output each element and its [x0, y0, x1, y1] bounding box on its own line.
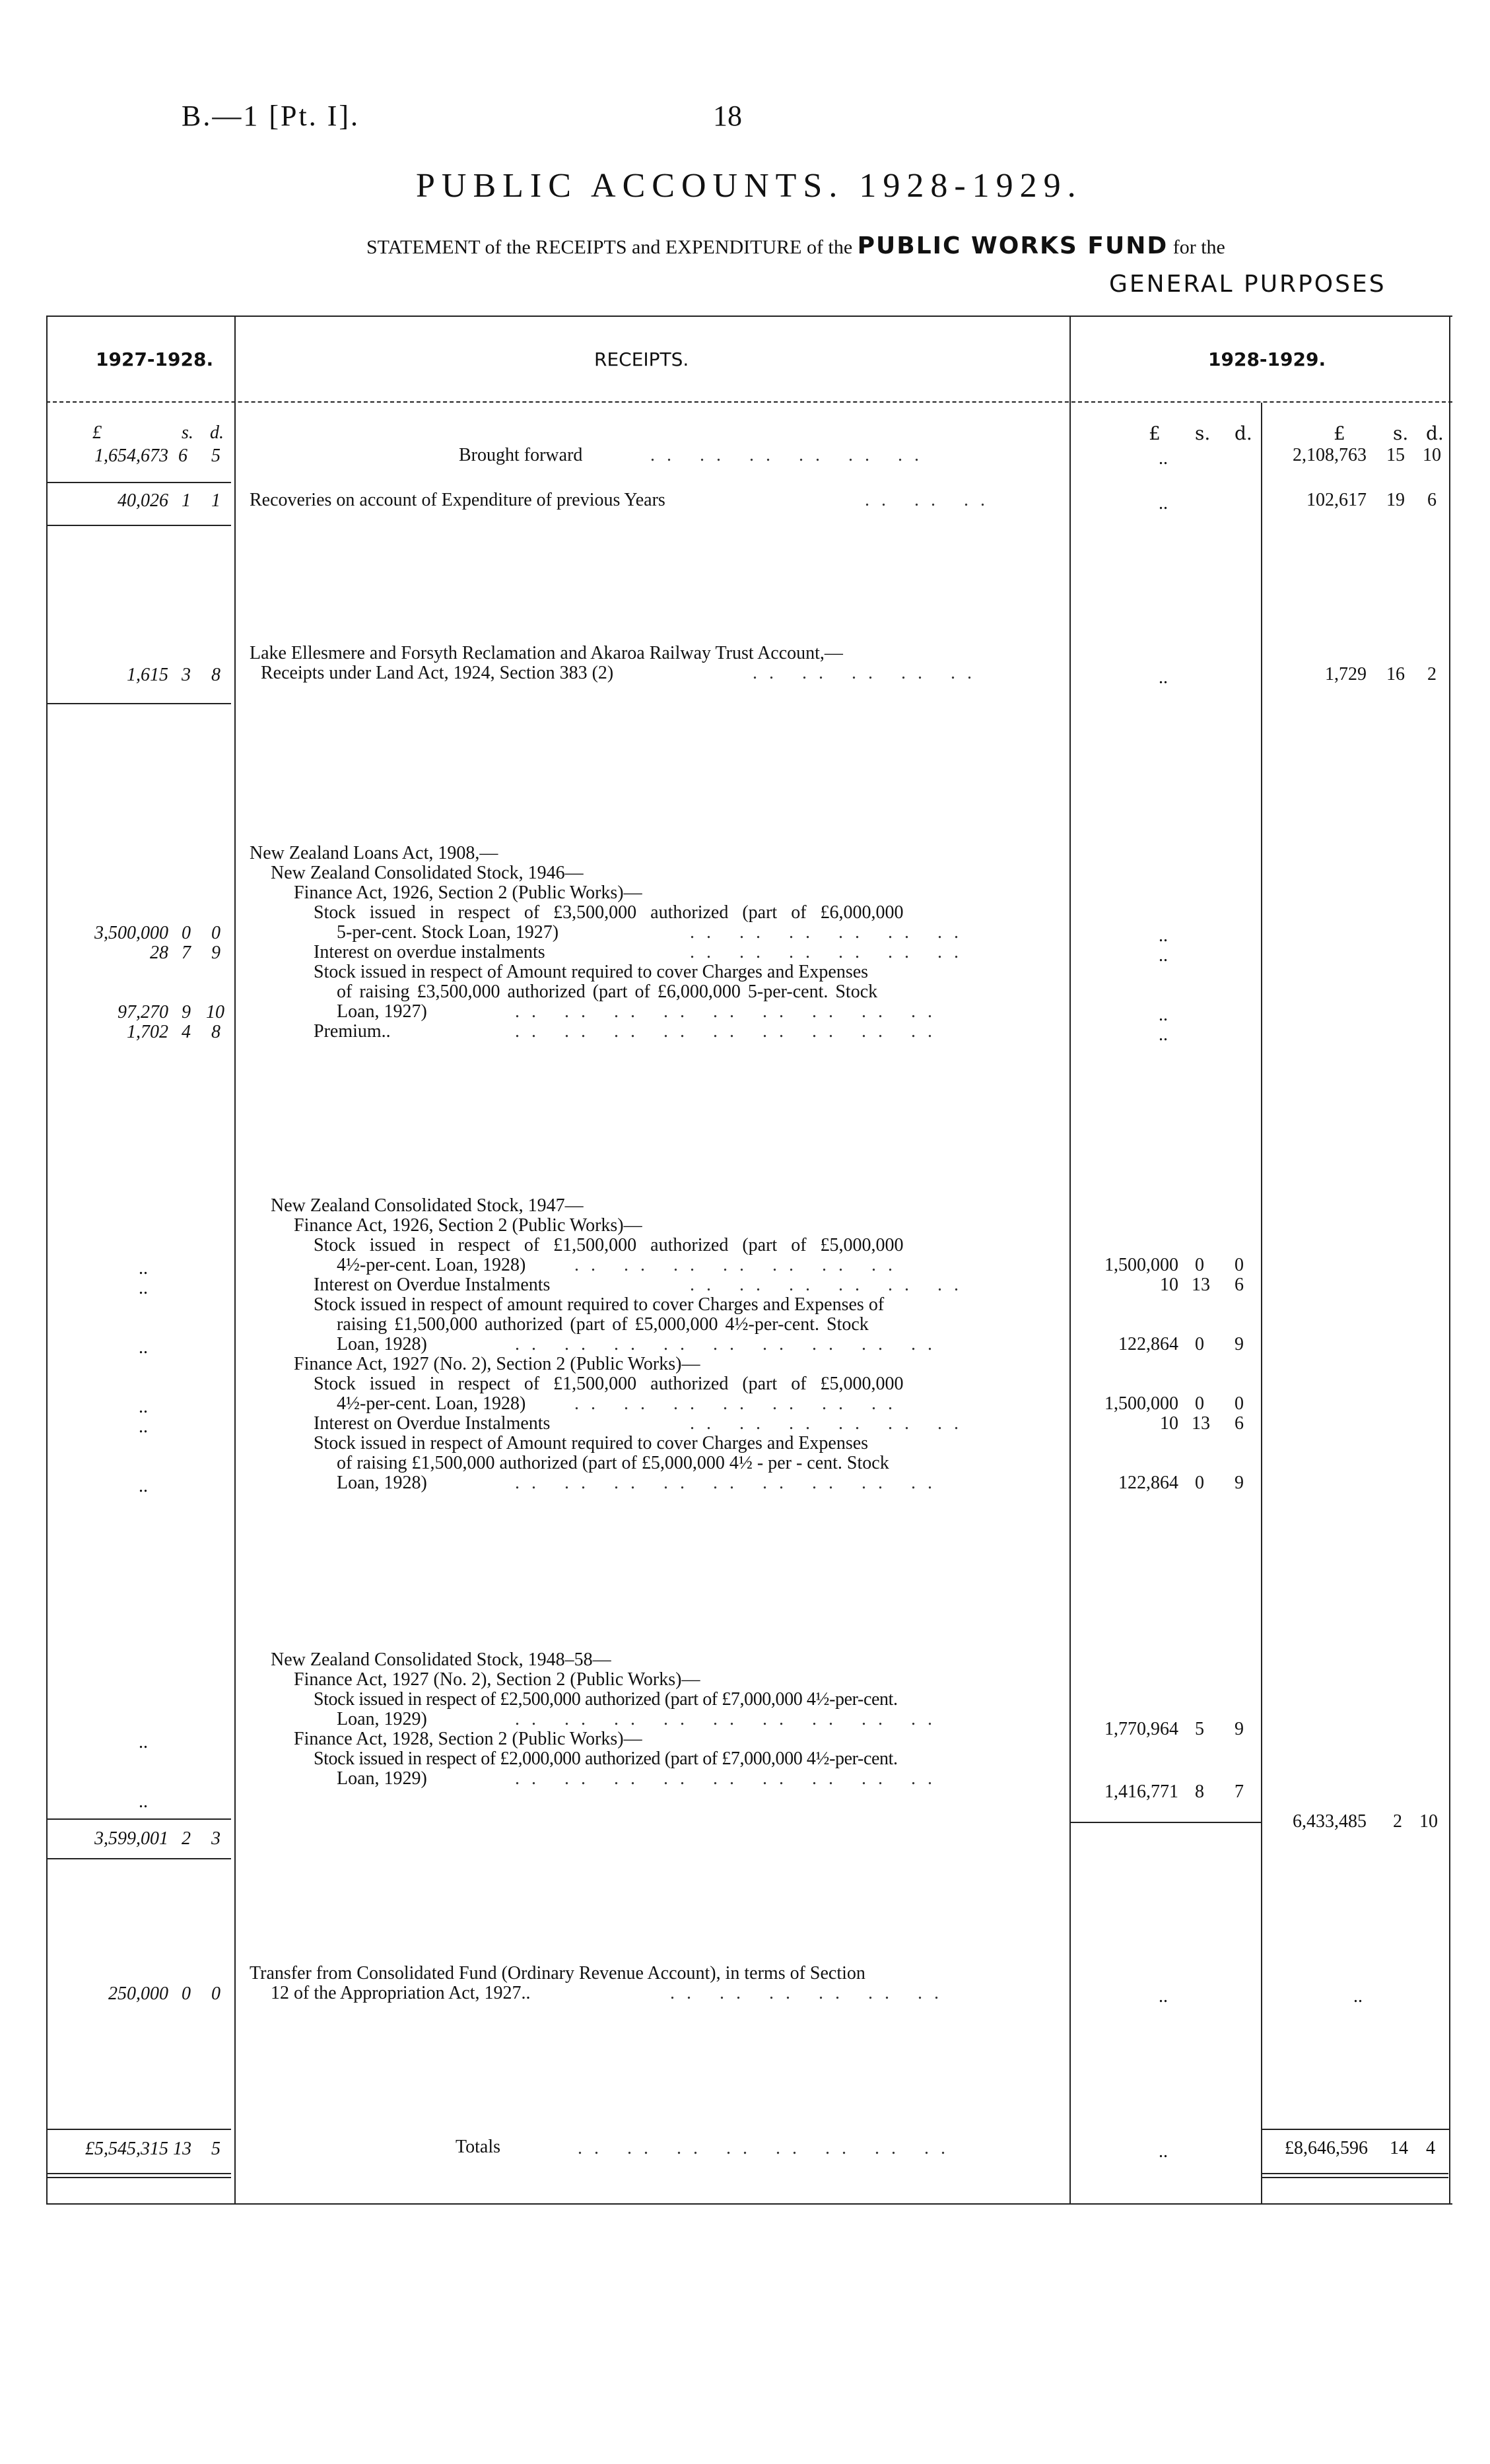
mid-amount: .. — [1159, 1005, 1168, 1025]
prev-shillings: 1 — [182, 490, 191, 511]
mid-pound-header: £ — [1149, 422, 1161, 444]
prev-total-double-rule — [48, 2173, 231, 2178]
prev-subrule — [46, 525, 231, 526]
leader-dots: .. .. .. .. .. .. .. .. .. — [515, 1021, 944, 1042]
label-charges: Stock issued in respect of Amount required to cover Charges and Expenses — [314, 1433, 869, 1453]
label-finance-act-1927: Finance Act, 1927 (No. 2), Section 2 (Public Works)— — [294, 1669, 700, 1690]
prev-amount: 28 — [150, 943, 168, 963]
label-charges-3: Loan, 1928) — [337, 1473, 427, 1493]
curr-total-double-rule — [1262, 2173, 1448, 2178]
prev-blank: .. — [139, 1791, 148, 1812]
curr-total-shillings: 14 — [1390, 2138, 1408, 2158]
curr-amount: 102,617 — [1306, 490, 1367, 510]
row-label-line2: Receipts under Land Act, 1924, Section 383 (2) — [261, 663, 614, 683]
prev-amount: 40,026 — [118, 490, 168, 511]
prev-pence: 9 — [211, 943, 220, 963]
prev-amount: 250,000 — [108, 1983, 168, 2004]
curr-shillings: 15 — [1386, 445, 1405, 465]
mid-amount: 1,770,964 — [1104, 1719, 1178, 1739]
leader-dots: .. .. .. .. .. .. — [690, 942, 970, 962]
mid-pence: 7 — [1235, 1781, 1244, 1802]
mid-pence: 6 — [1235, 1275, 1244, 1295]
label-stock-issued: Stock issued in respect of £1,500,000 authorized (part of £5,000,000 — [314, 1235, 904, 1255]
label-loans-act: New Zealand Loans Act, 1908,— — [250, 843, 498, 863]
prev-shillings: 6 — [178, 446, 187, 466]
curr-amount: 2,108,763 — [1293, 445, 1367, 465]
col-header-1928-1929: 1928-1929. — [1208, 349, 1326, 370]
prev-blank: .. — [139, 1258, 148, 1279]
mid-subtotal-rule — [1069, 1822, 1261, 1823]
mid-amount: .. — [1159, 1986, 1168, 2007]
curr-amount: .. — [1353, 1986, 1363, 2007]
prev-shillings: 7 — [182, 943, 191, 963]
header-bottom-rule — [46, 401, 1452, 403]
mid-amount: .. — [1159, 493, 1168, 514]
mid-pence-header: d. — [1235, 422, 1252, 444]
label-charges: Stock issued in respect of Amount required to cover Charges and Expenses — [314, 962, 869, 982]
curr-pound-header: £ — [1334, 422, 1345, 444]
leader-dots: .. .. .. .. .. .. .. — [574, 1393, 904, 1414]
mid-shillings: 0 — [1195, 1255, 1204, 1275]
prev-pence: 8 — [211, 665, 220, 685]
prev-pence-header: d. — [210, 422, 224, 443]
prev-shilling-header: s. — [182, 422, 193, 443]
prev-amount: 97,270 — [118, 1002, 168, 1022]
leader-dots: .. .. .. — [865, 490, 997, 510]
mid-shillings: 13 — [1192, 1413, 1210, 1434]
totals-label: Totals — [456, 2137, 501, 2157]
mid-shillings: 5 — [1195, 1719, 1204, 1739]
document-reference: B.—1 [Pt. I]. — [182, 100, 360, 132]
prev-pence: 0 — [211, 1983, 220, 2004]
prev-blank: .. — [139, 1337, 148, 1358]
prev-subtotal-rule-bottom — [46, 1858, 231, 1859]
prev-subtotal-shillings: 2 — [182, 1828, 191, 1849]
prev-subtotal-amount: 3,599,001 — [94, 1828, 168, 1849]
label-charges-2: of raising £3,500,000 authorized (part of £6,000,000 5-per-cent. Stock — [337, 982, 878, 1002]
prev-pound-header: £ — [92, 422, 102, 443]
curr-subtotal-amount: 6,433,485 — [1293, 1811, 1367, 1832]
label-interest: Interest on overdue instalments — [314, 942, 545, 962]
curr-pence-header: d. — [1426, 422, 1444, 444]
col-header-1927-1928: 1927-1928. — [96, 349, 214, 370]
label-interest: Interest on Overdue Instalments — [314, 1413, 551, 1434]
left-border — [46, 316, 48, 2203]
mid-pence: 9 — [1235, 1334, 1244, 1354]
label-charges-2: raising £1,500,000 authorized (part of £5,000,000 4½-per-cent. Stock — [337, 1314, 869, 1335]
mid-pence: 0 — [1235, 1255, 1244, 1275]
prev-total-rule-top — [46, 2129, 231, 2130]
leader-dots: .. .. .. .. .. .. .. .. .. — [515, 1473, 944, 1493]
mid-amount: .. — [1159, 945, 1168, 966]
page-title: PUBLIC ACCOUNTS. 1928-1929. — [416, 167, 1083, 205]
label-loan-1929: Loan, 1929) — [337, 1709, 427, 1729]
prev-subtotal-pence: 3 — [211, 1828, 220, 1849]
mid-pence: 6 — [1235, 1413, 1244, 1434]
prev-amount: 1,702 — [127, 1022, 168, 1042]
label-stock-issued: Stock issued in respect of £2,500,000 authorized (part of £7,000,000 4½-per-cent. — [314, 1689, 898, 1710]
label-finance-act: Finance Act, 1926, Section 2 (Public Works)— — [294, 882, 642, 903]
mid-shillings: 8 — [1195, 1781, 1204, 1802]
leader-dots: .. .. .. .. .. .. .. .. .. — [515, 1001, 944, 1022]
curr-total-amount: £8,646,596 — [1285, 2138, 1368, 2158]
row-label: Brought forward — [459, 445, 583, 465]
label-stock-loan: 5-per-cent. Stock Loan, 1927) — [337, 922, 559, 943]
prev-total-amount: £5,545,315 — [85, 2139, 168, 2159]
leader-dots: .. .. .. .. .. .. — [650, 445, 931, 465]
curr-pence: 10 — [1423, 445, 1441, 465]
mid-amount: 1,500,000 — [1104, 1255, 1178, 1275]
curr-shillings: 16 — [1386, 664, 1405, 684]
label-stock-1948: New Zealand Consolidated Stock, 1948–58— — [271, 1649, 611, 1670]
label-loan-1928: 4½-per-cent. Loan, 1928) — [337, 1255, 526, 1275]
row-label: Recoveries on account of Expenditure of previous Years — [250, 490, 665, 510]
prev-shillings: 9 — [182, 1002, 191, 1022]
subtitle-fund-name: PUBLIC WORKS FUND — [857, 232, 1168, 259]
mid-amount: 10 — [1160, 1413, 1178, 1434]
row-label-line1: Transfer from Consolidated Fund (Ordinary Revenue Account), in terms of Section — [250, 1963, 865, 1983]
label-stock-1947: New Zealand Consolidated Stock, 1947— — [271, 1195, 584, 1216]
prev-subrule — [46, 482, 231, 483]
mid-amount: 122,864 — [1118, 1473, 1178, 1493]
subtitle-pre: STATEMENT of the RECEIPTS and EXPENDITURE of the — [366, 236, 853, 258]
leader-dots: .. .. .. .. .. .. — [690, 1275, 970, 1295]
prev-shillings: 0 — [182, 1983, 191, 2004]
curr-col-divider — [1261, 403, 1262, 2203]
curr-amount: 1,729 — [1325, 664, 1367, 684]
leader-dots: .. .. .. .. .. — [753, 663, 984, 683]
prev-shillings: 4 — [182, 1022, 191, 1042]
prev-pence: 10 — [206, 1002, 224, 1022]
leader-dots: .. .. .. .. .. .. .. .. .. — [515, 1709, 944, 1729]
leader-dots: .. .. .. .. .. .. .. .. .. — [515, 1334, 944, 1354]
label-interest: Interest on Overdue Instalments — [314, 1275, 551, 1295]
subtitle-post: for the — [1172, 236, 1225, 258]
prev-blank: .. — [139, 1476, 148, 1496]
curr-shilling-header: s. — [1393, 422, 1409, 444]
mid-amount: 122,864 — [1118, 1334, 1178, 1354]
label-stock-issued: Stock issued in respect of £2,000,000 authorized (part of £7,000,000 4½-per-cent. — [314, 1748, 898, 1769]
mid-pence: 9 — [1235, 1473, 1244, 1493]
label-finance-act-1928: Finance Act, 1928, Section 2 (Public Works)— — [294, 1729, 642, 1749]
mid-pence: 0 — [1235, 1393, 1244, 1414]
prev-blank: .. — [139, 1732, 148, 1752]
mid-shillings: 0 — [1195, 1334, 1204, 1354]
label-charges: Stock issued in respect of amount required to cover Charges and Expenses of — [314, 1294, 885, 1315]
label-loan-1928: 4½-per-cent. Loan, 1928) — [337, 1393, 526, 1414]
curr-pence: 6 — [1427, 490, 1437, 510]
mid-amount: 1,416,771 — [1104, 1781, 1178, 1802]
mid-amount: .. — [1159, 667, 1168, 688]
row-label-line2: 12 of the Appropriation Act, 1927.. — [271, 1983, 531, 2003]
label-finance-act-1926: Finance Act, 1926, Section 2 (Public Works)— — [294, 1215, 642, 1236]
label-loan-1929: Loan, 1929) — [337, 1768, 427, 1789]
curr-subtotal-pence: 10 — [1419, 1811, 1438, 1832]
page-number: 18 — [713, 100, 742, 132]
curr-total-rule-top — [1261, 2129, 1449, 2130]
mid-shillings: 0 — [1195, 1473, 1204, 1493]
prev-pence: 1 — [211, 490, 220, 511]
label-charges-3: Loan, 1928) — [337, 1334, 427, 1354]
label-premium: Premium.. — [314, 1021, 391, 1042]
prev-col-divider — [234, 316, 236, 2203]
prev-pence: 8 — [211, 1022, 220, 1042]
receipts-col-divider — [1069, 316, 1071, 2203]
mid-amount: .. — [1159, 1024, 1168, 1045]
prev-blank: .. — [139, 1416, 148, 1437]
leader-dots: .. .. .. .. .. .. — [670, 1983, 951, 2003]
table-bottom-rule — [46, 2203, 1452, 2205]
mid-amount: .. — [1159, 448, 1168, 469]
curr-shillings: 19 — [1386, 490, 1405, 510]
prev-amount: 1,615 — [127, 665, 168, 685]
curr-total-pence: 4 — [1426, 2138, 1435, 2158]
right-border — [1449, 316, 1450, 2203]
prev-amount: 1,654,673 — [94, 446, 168, 466]
mid-shillings: 13 — [1192, 1275, 1210, 1295]
label-stock-issued: Stock issued in respect of £3,500,000 authorized (part of £6,000,000 — [314, 902, 904, 923]
mid-amount: 1,500,000 — [1104, 1393, 1178, 1414]
leader-dots: .. .. .. .. .. .. .. — [574, 1255, 904, 1275]
curr-subtotal-shillings: 2 — [1393, 1811, 1402, 1832]
row-label-line1: Lake Ellesmere and Forsyth Reclamation and Akaroa Railway Trust Account,— — [250, 643, 843, 663]
leader-dots: .. .. .. .. .. .. — [690, 922, 970, 943]
leader-dots: .. .. .. .. .. .. .. .. — [578, 2138, 957, 2158]
mid-amount: .. — [1159, 925, 1168, 946]
statement-subtitle — [366, 232, 1225, 259]
prev-total-shillings: 13 — [173, 2139, 191, 2159]
prev-blank: .. — [139, 1397, 148, 1417]
table-top-rule — [46, 316, 1452, 317]
mid-shilling-header: s. — [1195, 422, 1211, 444]
prev-shillings: 0 — [182, 923, 191, 943]
label-stock-1946: New Zealand Consolidated Stock, 1946— — [271, 863, 584, 883]
prev-shillings: 3 — [182, 665, 191, 685]
label-finance-act-1927: Finance Act, 1927 (No. 2), Section 2 (Public Works)— — [294, 1354, 700, 1374]
col-header-receipts: RECEIPTS. — [594, 349, 689, 370]
leader-dots: .. .. .. .. .. .. .. .. .. — [515, 1768, 944, 1789]
prev-pence: 5 — [211, 446, 220, 466]
label-charges-3: Loan, 1927) — [337, 1001, 427, 1022]
prev-blank: .. — [139, 1278, 148, 1298]
mid-total: .. — [1159, 2141, 1168, 2162]
mid-amount: 10 — [1160, 1275, 1178, 1295]
label-stock-issued: Stock issued in respect of £1,500,000 authorized (part of £5,000,000 — [314, 1374, 904, 1394]
leader-dots: .. .. .. .. .. .. — [690, 1413, 970, 1434]
mid-shillings: 0 — [1195, 1393, 1204, 1414]
prev-total-pence: 5 — [211, 2139, 220, 2159]
curr-pence: 2 — [1427, 664, 1437, 684]
prev-subtotal-rule-top — [46, 1818, 231, 1820]
prev-subrule — [46, 703, 231, 704]
label-charges-2: of raising £1,500,000 authorized (part of £5,000,000 4½ - per - cent. Stock — [337, 1453, 889, 1473]
subtitle-general-purposes: GENERAL PURPOSES — [1109, 271, 1386, 298]
prev-pence: 0 — [211, 923, 220, 943]
mid-pence: 9 — [1235, 1719, 1244, 1739]
prev-amount: 3,500,000 — [94, 923, 168, 943]
